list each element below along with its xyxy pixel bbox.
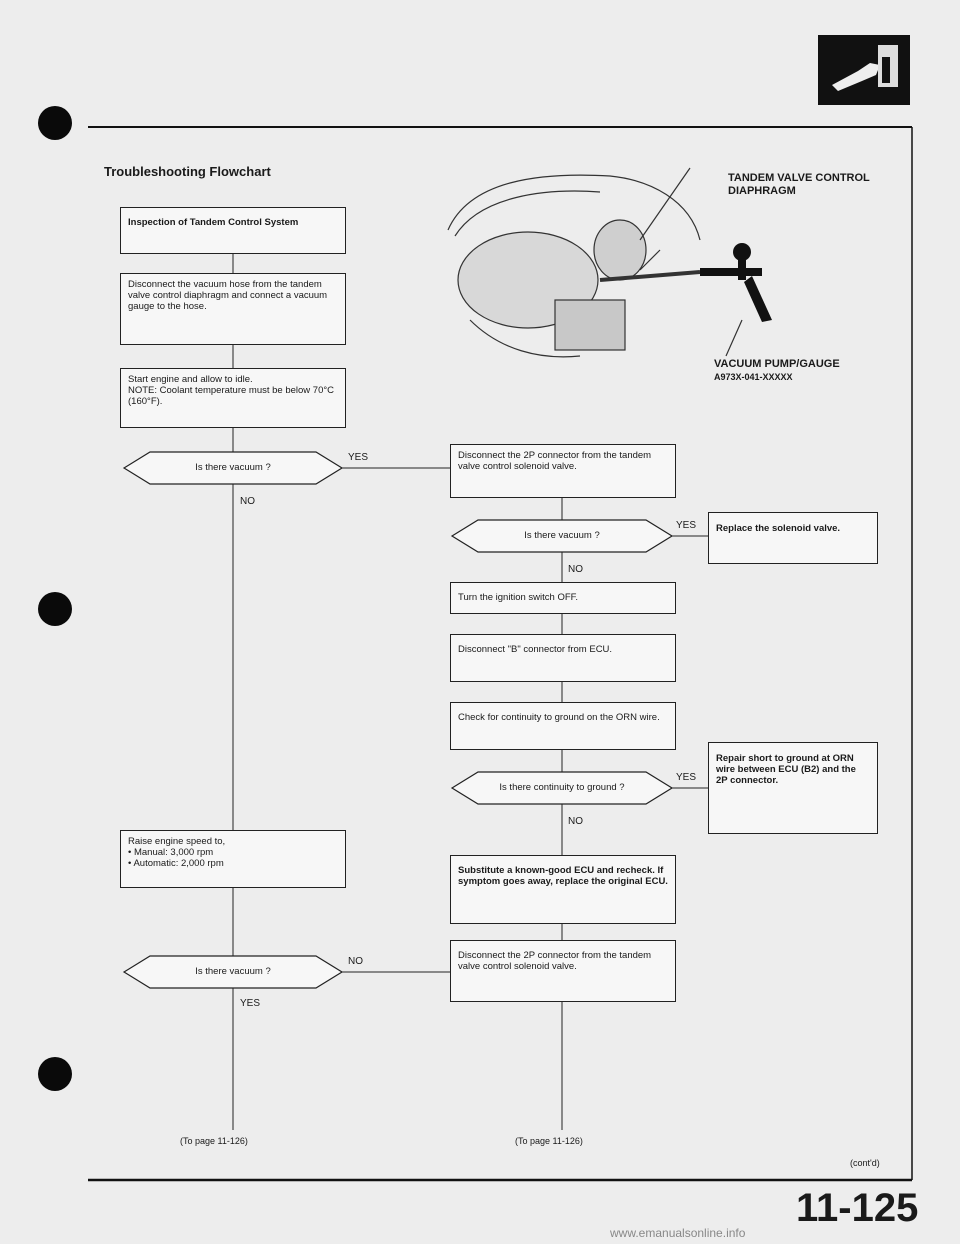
right-footer: (To page 11-126) [515, 1136, 583, 1146]
pump-label [714, 358, 840, 384]
no-label-4: NO [568, 816, 583, 827]
decision-vacuum-1: Is there vacuum ? [195, 462, 271, 473]
no-label-1: NO [240, 496, 255, 507]
disconnect-2p-box: Disconnect the 2P connector from the tandem valve control solenoid valve. [450, 444, 676, 498]
disconnect-2p-box-2: Disconnect the 2P connector from the tandem valve control solenoid valve. [450, 940, 676, 1002]
no-label-3: NO [568, 564, 583, 575]
diaphragm-label [728, 172, 870, 198]
decision-continuity: Is there continuity to ground ? [499, 782, 625, 793]
ignition-off-box: Turn the ignition switch OFF. [450, 582, 676, 614]
start-engine-text: Start engine and allow to idle. [128, 374, 253, 385]
disconnect-b-box: Disconnect "B" connector from ECU. [450, 634, 676, 682]
manual-rpm: • Manual: 3,000 rpm [128, 847, 338, 858]
automatic-rpm: • Automatic: 2,000 rpm [128, 858, 338, 869]
substitute-ecu-box: Substitute a known-good ECU and recheck. If symptom goes away, replace the original ECU. [450, 855, 676, 924]
yes-label-4: YES [676, 772, 697, 783]
coolant-note: NOTE: Coolant temperature must be below 70°C (160°F). [128, 385, 335, 407]
replace-solenoid-box: Replace the solenoid valve. [708, 512, 878, 564]
raise-engine-text: Raise engine speed to, [128, 836, 226, 847]
repair-short-box: Repair short to ground at ORN wire between ECU (B2) and the 2P connector. [708, 742, 878, 834]
diaphragm-label-line2: DIAPHRAGM [728, 185, 796, 197]
raise-engine-box [120, 830, 346, 888]
yes-label-3: YES [676, 520, 697, 531]
watermark: www.emanualsonline.info [610, 1226, 746, 1240]
yes-label-2: YES [240, 998, 261, 1009]
diaphragm-label-line1: TANDEM VALVE CONTROL [728, 172, 870, 184]
no-label-2: NO [348, 956, 363, 967]
pump-label-name: VACUUM PUMP/GAUGE [714, 358, 840, 370]
page-number: 11-125 [796, 1186, 919, 1230]
page-title: Troubleshooting Flowchart [104, 164, 271, 179]
decision-vacuum-3: Is there vacuum ? [524, 530, 600, 541]
check-continuity-box: Check for continuity to ground on the ORN wire. [450, 702, 676, 750]
engine-illustration [448, 168, 742, 357]
inspection-box: Inspection of Tandem Control System [120, 207, 346, 254]
decision-vacuum-2: Is there vacuum ? [195, 966, 271, 977]
disconnect-hose-box: Disconnect the vacuum hose from the tandem valve control diaphragm and connect a vacuum gauge to the hose. [120, 273, 346, 345]
vacuum-pump-icon [700, 243, 772, 322]
start-engine-box [120, 368, 346, 428]
yes-label-1: YES [348, 452, 369, 463]
pump-part-number: A973X-041-XXXXX [714, 372, 793, 382]
continued-label: (cont'd) [850, 1158, 880, 1168]
left-footer: (To page 11-126) [180, 1136, 248, 1146]
